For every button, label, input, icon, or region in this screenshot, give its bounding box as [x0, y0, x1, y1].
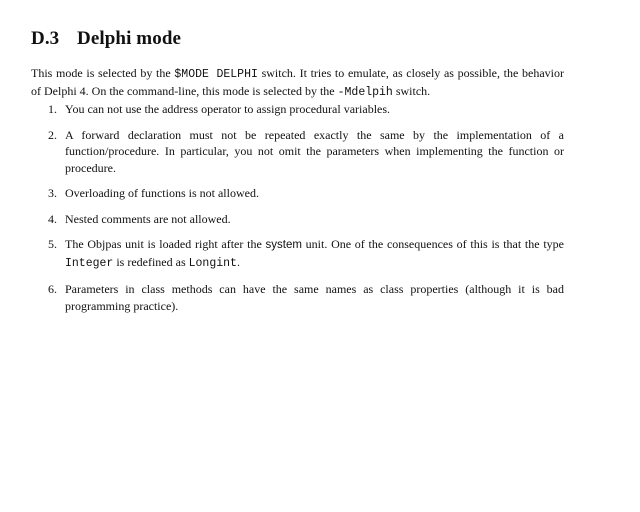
list-item-text: Overloading of functions is not allowed. [65, 186, 259, 200]
section-heading [31, 28, 181, 50]
intro-paragraph [31, 65, 564, 101]
delphi-mode-rules-list [31, 101, 564, 323]
list-item [31, 185, 564, 202]
list-item-number: 4. [48, 211, 57, 226]
list-item [31, 236, 564, 272]
command-line-switch-code: -Mdelpih [337, 86, 393, 99]
integer-type-code: Integer [65, 256, 114, 270]
list-item-text: A forward declaration must not be repeated exactly the same by the implementation of a function/procedure. In particular, you not omit the parameters when implementing the function or procedure. [65, 127, 564, 175]
list-item [31, 127, 564, 177]
list-item-text: . [236, 254, 240, 269]
list-item-number: 3. [48, 186, 57, 200]
list-item-number: 2. [48, 127, 57, 142]
list-item-text: The Objpas unit is loaded right after the [65, 237, 266, 251]
list-item-text: You can not use the address operator to assign procedural variables. [65, 102, 391, 116]
section-number: D.3 [31, 27, 60, 49]
list-item-text: Parameters in class methods can have the same names as class properties (although it is bad programming practice). [65, 282, 564, 313]
longint-type-code: Longint [188, 256, 237, 270]
list-item [31, 101, 564, 118]
mode-directive-code: $MODE DELPHI [174, 68, 258, 81]
list-item-number: 6. [48, 282, 57, 296]
list-item-text: unit. One of the consequences of this is that the type [301, 237, 564, 251]
list-item-text: Nested comments are not allowed. [65, 211, 231, 226]
intro-text: This mode is selected by the [31, 66, 175, 80]
system-unit-name: system [265, 239, 302, 251]
section-title: Delphi mode [77, 27, 182, 49]
list-item [31, 211, 564, 228]
intro-text: switch. [392, 84, 431, 98]
list-item-text: is redefined as [113, 254, 189, 269]
list-item-number: 5. [48, 237, 57, 251]
list-item [31, 281, 564, 314]
list-item-number: 1. [48, 102, 57, 116]
intro-text: switch. It tries to emulate, as closely as possible, the behavior of Delphi 4. On the command-line, this mode is selected by the [31, 66, 564, 98]
